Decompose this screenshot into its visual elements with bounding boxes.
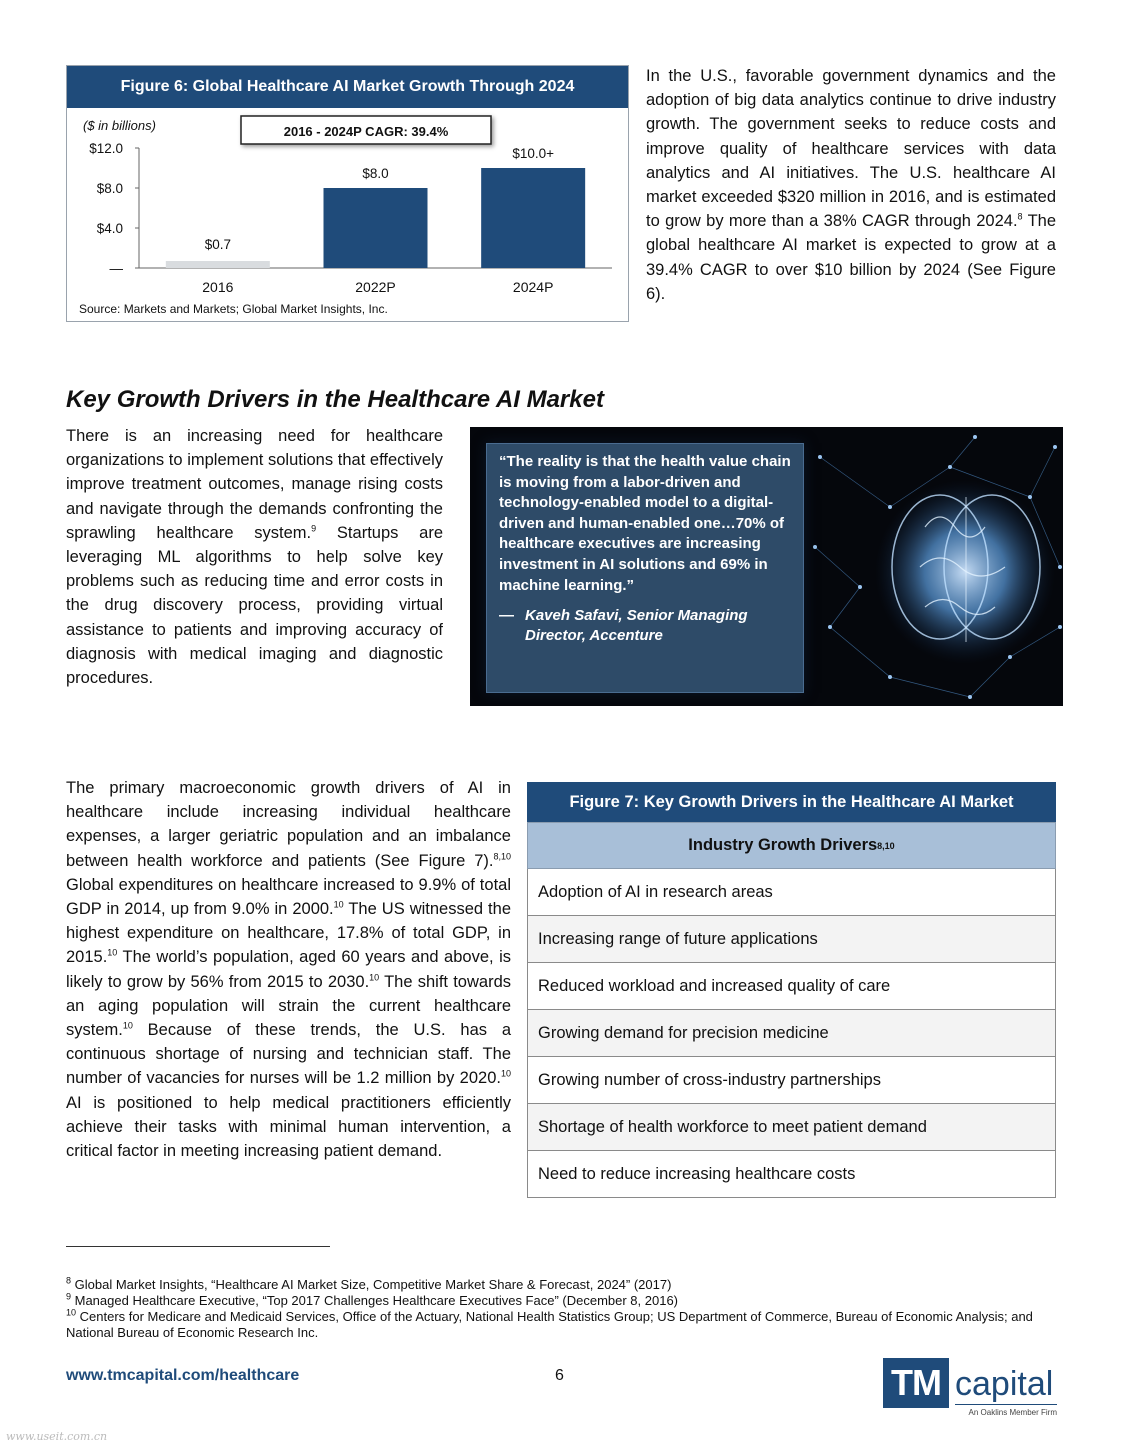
footnote-text: Global Market Insights, “Healthcare AI Market Size, Competitive Market Share & Forecast, 2024” (2017)	[71, 1277, 672, 1292]
macro-text: The primary macroeconomic growth drivers of AI in healthcare include increasing individual healthcare expenses, a larger geriatric population and an imbalance between health workforce and patients (See Figure 7).	[66, 779, 511, 870]
footnote-number: 8	[66, 1275, 72, 1286]
data-label: $0.7	[204, 237, 231, 252]
page-number: 6	[555, 1367, 564, 1384]
cagr-callout-text: 2016 - 2024P CAGR: 39.4%	[283, 124, 449, 139]
data-label: $8.0	[362, 166, 389, 181]
attribution-dash: —	[499, 607, 514, 625]
macro-text: AI is positioned to help medical practitioners efficiently achieve their tasks with minimal human intervention, a critical factor in meeting increasing patient demand.	[66, 1093, 511, 1161]
quote-card	[486, 443, 804, 693]
footnote-10	[66, 1309, 1056, 1341]
footnote-divider	[66, 1246, 330, 1247]
footnote-9	[66, 1293, 1056, 1309]
quote-text: “The reality is that the health value chain is moving from a labor-driven and technology-enabled model to a digital-driven and human-enabled one…70% of healthcare executives are increasing investment in AI solutions and 69% in machine learning.”	[499, 453, 791, 594]
footnote-ref: 8,10	[493, 851, 511, 862]
footnote-ref: 10	[369, 972, 380, 983]
figure-7-title: Figure 7: Key Growth Drivers in the Healthcare AI Market	[527, 782, 1056, 822]
table-row: Need to reduce increasing healthcare costs	[527, 1151, 1056, 1198]
macro-text: Global expenditures on healthcare increased to 9.9% of total GDP in 2014, up from 9.0% in 2000.	[66, 875, 511, 919]
macro-text: The US witnessed the highest expenditure on healthcare, 17.8% of total GDP, in 2015.	[66, 900, 511, 967]
bar-2016	[166, 261, 270, 268]
footnote-ref: 10	[107, 947, 118, 958]
footnote-ref: 9	[311, 523, 317, 534]
table-row: Increasing range of future applications	[527, 916, 1056, 963]
table-row: Growing demand for precision medicine	[527, 1010, 1056, 1057]
column-header-text: Industry Growth Drivers	[688, 836, 878, 854]
data-label: $10.0+	[512, 146, 555, 161]
footnote-ref: 10	[122, 1020, 133, 1031]
footer-website-link[interactable]: www.tmcapital.com/healthcare	[66, 1367, 300, 1384]
intro-text-1: In the U.S., favorable government dynamics and the adoption of big data analytics continue to drive industry growth. The government seeks to reduce costs and improve quality of healthcare services with data analytics and AI initiatives. The U.S. healthcare AI market exceeded $320 million in 2016, and is estimated to grow by more than a 38% CAGR through 2024.	[646, 67, 1056, 231]
macro-text: The world’s population, aged 60 years and above, is likely to grow by 56% from 2015 to 2030.	[66, 948, 511, 991]
macro-text: The shift towards an aging population will strain the current healthcare system.	[66, 972, 511, 1040]
y-tick-label: $12.0	[89, 141, 123, 156]
figure-6-source: Source: Markets and Markets; Global Market Insights, Inc.	[79, 302, 388, 316]
logo-tm: TM	[883, 1358, 949, 1408]
table-row: Growing number of cross-industry partnerships	[527, 1057, 1056, 1104]
y-tick-label: $4.0	[96, 221, 123, 236]
table-row: Reduced workload and increased quality of care	[527, 963, 1056, 1010]
figure-6-chart	[67, 108, 628, 320]
footnote-number: 9	[66, 1291, 72, 1302]
y-tick-label: $8.0	[96, 181, 123, 196]
logo-underline	[955, 1404, 1057, 1405]
drivers-text-2: Startups are leveraging ML algorithms to help solve key problems such as reducing time and error costs in the drug discovery process, providing virtual assistance to patients and improving accuracy of diagnosis with medical imaging and diagnostic procedures.	[66, 523, 443, 688]
drivers-paragraph	[66, 424, 443, 690]
intro-text-2: The global healthcare AI market is expected to grow at a 39.4% CAGR to over $10 billion by 2024 (See Figure 6).	[646, 212, 1057, 303]
table-column-header: Industry Growth Drivers 8,10	[527, 822, 1056, 869]
macro-text: Because of these trends, the U.S. has a continuous shortage of nursing and technician staff. The number of vacancies for nurses will be 1.2 million by 2020.	[66, 1021, 511, 1088]
macro-paragraph	[66, 776, 511, 1163]
footnote-ref: 10	[333, 899, 344, 910]
attribution-text: Kaveh Safavi, Senior Managing Director, Accenture	[525, 607, 748, 644]
chart-units-label: ($ in billions)	[83, 118, 156, 133]
figure-6-title: Figure 6: Global Healthcare AI Market Growth Through 2024	[67, 66, 628, 108]
figure-7-table	[527, 782, 1056, 1198]
logo-capital: capital	[955, 1365, 1054, 1403]
footnote-ref: 10	[500, 1068, 511, 1079]
table-row: Shortage of health workforce to meet patient demand	[527, 1104, 1056, 1151]
chart-bars	[89, 141, 612, 295]
footnote-ref: 8	[1017, 211, 1023, 222]
footnote-text: Managed Healthcare Executive, “Top 2017 Challenges Healthcare Executives Face” (December 8, 2016)	[71, 1293, 679, 1308]
watermark: www.useit.com.cn	[6, 1430, 108, 1443]
drivers-text-1: There is an increasing need for healthcare organizations to implement solutions that effectively improve treatment outcomes, manage rising costs and navigate through the demands confronting the sprawling healthcare system.	[66, 427, 443, 542]
footnotes	[66, 1277, 1056, 1341]
quote-attribution	[499, 606, 791, 645]
bar-2024p	[481, 168, 585, 268]
y-tick-label: —	[109, 261, 123, 276]
tm-capital-logo	[883, 1358, 1057, 1420]
logo-tagline: An Oaklins Member Firm	[968, 1408, 1057, 1417]
x-tick-label: 2016	[202, 279, 234, 295]
footnote-8	[66, 1277, 1056, 1293]
footnote-number: 10	[66, 1307, 77, 1318]
bar-2022p	[324, 188, 428, 268]
x-tick-label: 2024P	[512, 279, 554, 295]
figure-6	[66, 65, 629, 322]
table-row: Adoption of AI in research areas	[527, 869, 1056, 916]
section-heading: Key Growth Drivers in the Healthcare AI Market	[66, 386, 604, 413]
footnote-text: Centers for Medicare and Medicaid Services, Office of the Actuary, National Health Statistics Group; US Department of Commerce, Bureau of Economic Analysis; and National Bureau of Economic Research Inc.	[66, 1309, 1033, 1340]
quote-panel	[470, 427, 1063, 706]
intro-paragraph	[646, 64, 1056, 306]
x-tick-label: 2022P	[355, 279, 396, 295]
